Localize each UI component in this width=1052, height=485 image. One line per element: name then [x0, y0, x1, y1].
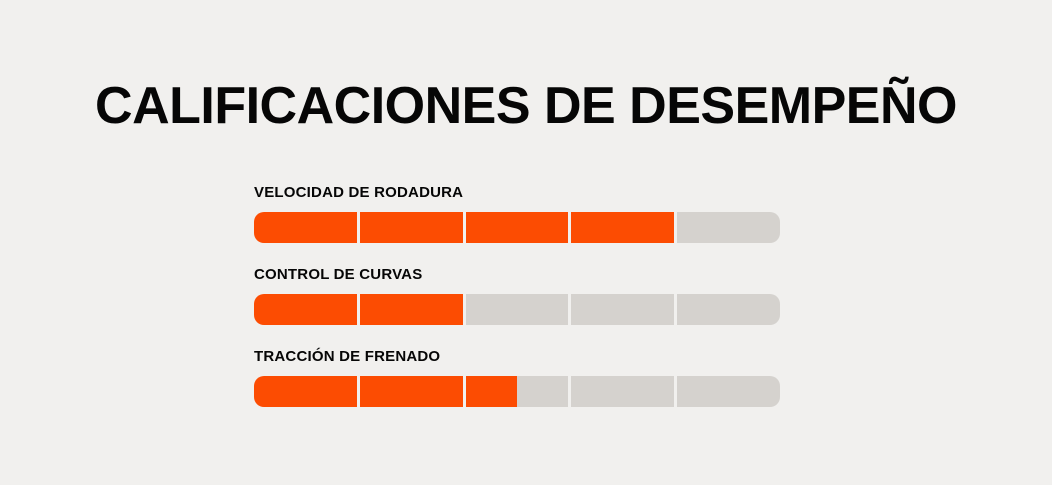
rating-row-velocidad [254, 184, 780, 243]
rating-label: VELOCIDAD DE RODADURA [254, 184, 464, 201]
rating-label: TRACCIÓN DE FRENADO [254, 348, 441, 365]
rating-segment [254, 212, 357, 243]
rating-segment [466, 376, 569, 407]
rating-segment [254, 294, 357, 325]
rating-segment [466, 294, 569, 325]
rating-segment [466, 212, 569, 243]
rating-segment [677, 212, 780, 243]
page-title: CALIFICACIONES DE DESEMPEÑO [95, 77, 957, 135]
rating-segment [677, 294, 780, 325]
performance-ratings [254, 184, 780, 430]
rating-segment [360, 212, 463, 243]
rating-row-frenado [254, 348, 780, 407]
rating-segment [677, 376, 780, 407]
rating-bar [254, 376, 780, 407]
rating-segment [254, 376, 357, 407]
rating-bar [254, 294, 780, 325]
rating-segment [571, 376, 674, 407]
rating-segment [571, 294, 674, 325]
rating-segment [360, 294, 463, 325]
rating-row-curvas [254, 266, 780, 325]
rating-bar [254, 212, 780, 243]
rating-segment [571, 212, 674, 243]
rating-label: CONTROL DE CURVAS [254, 266, 423, 283]
rating-segment [360, 376, 463, 407]
